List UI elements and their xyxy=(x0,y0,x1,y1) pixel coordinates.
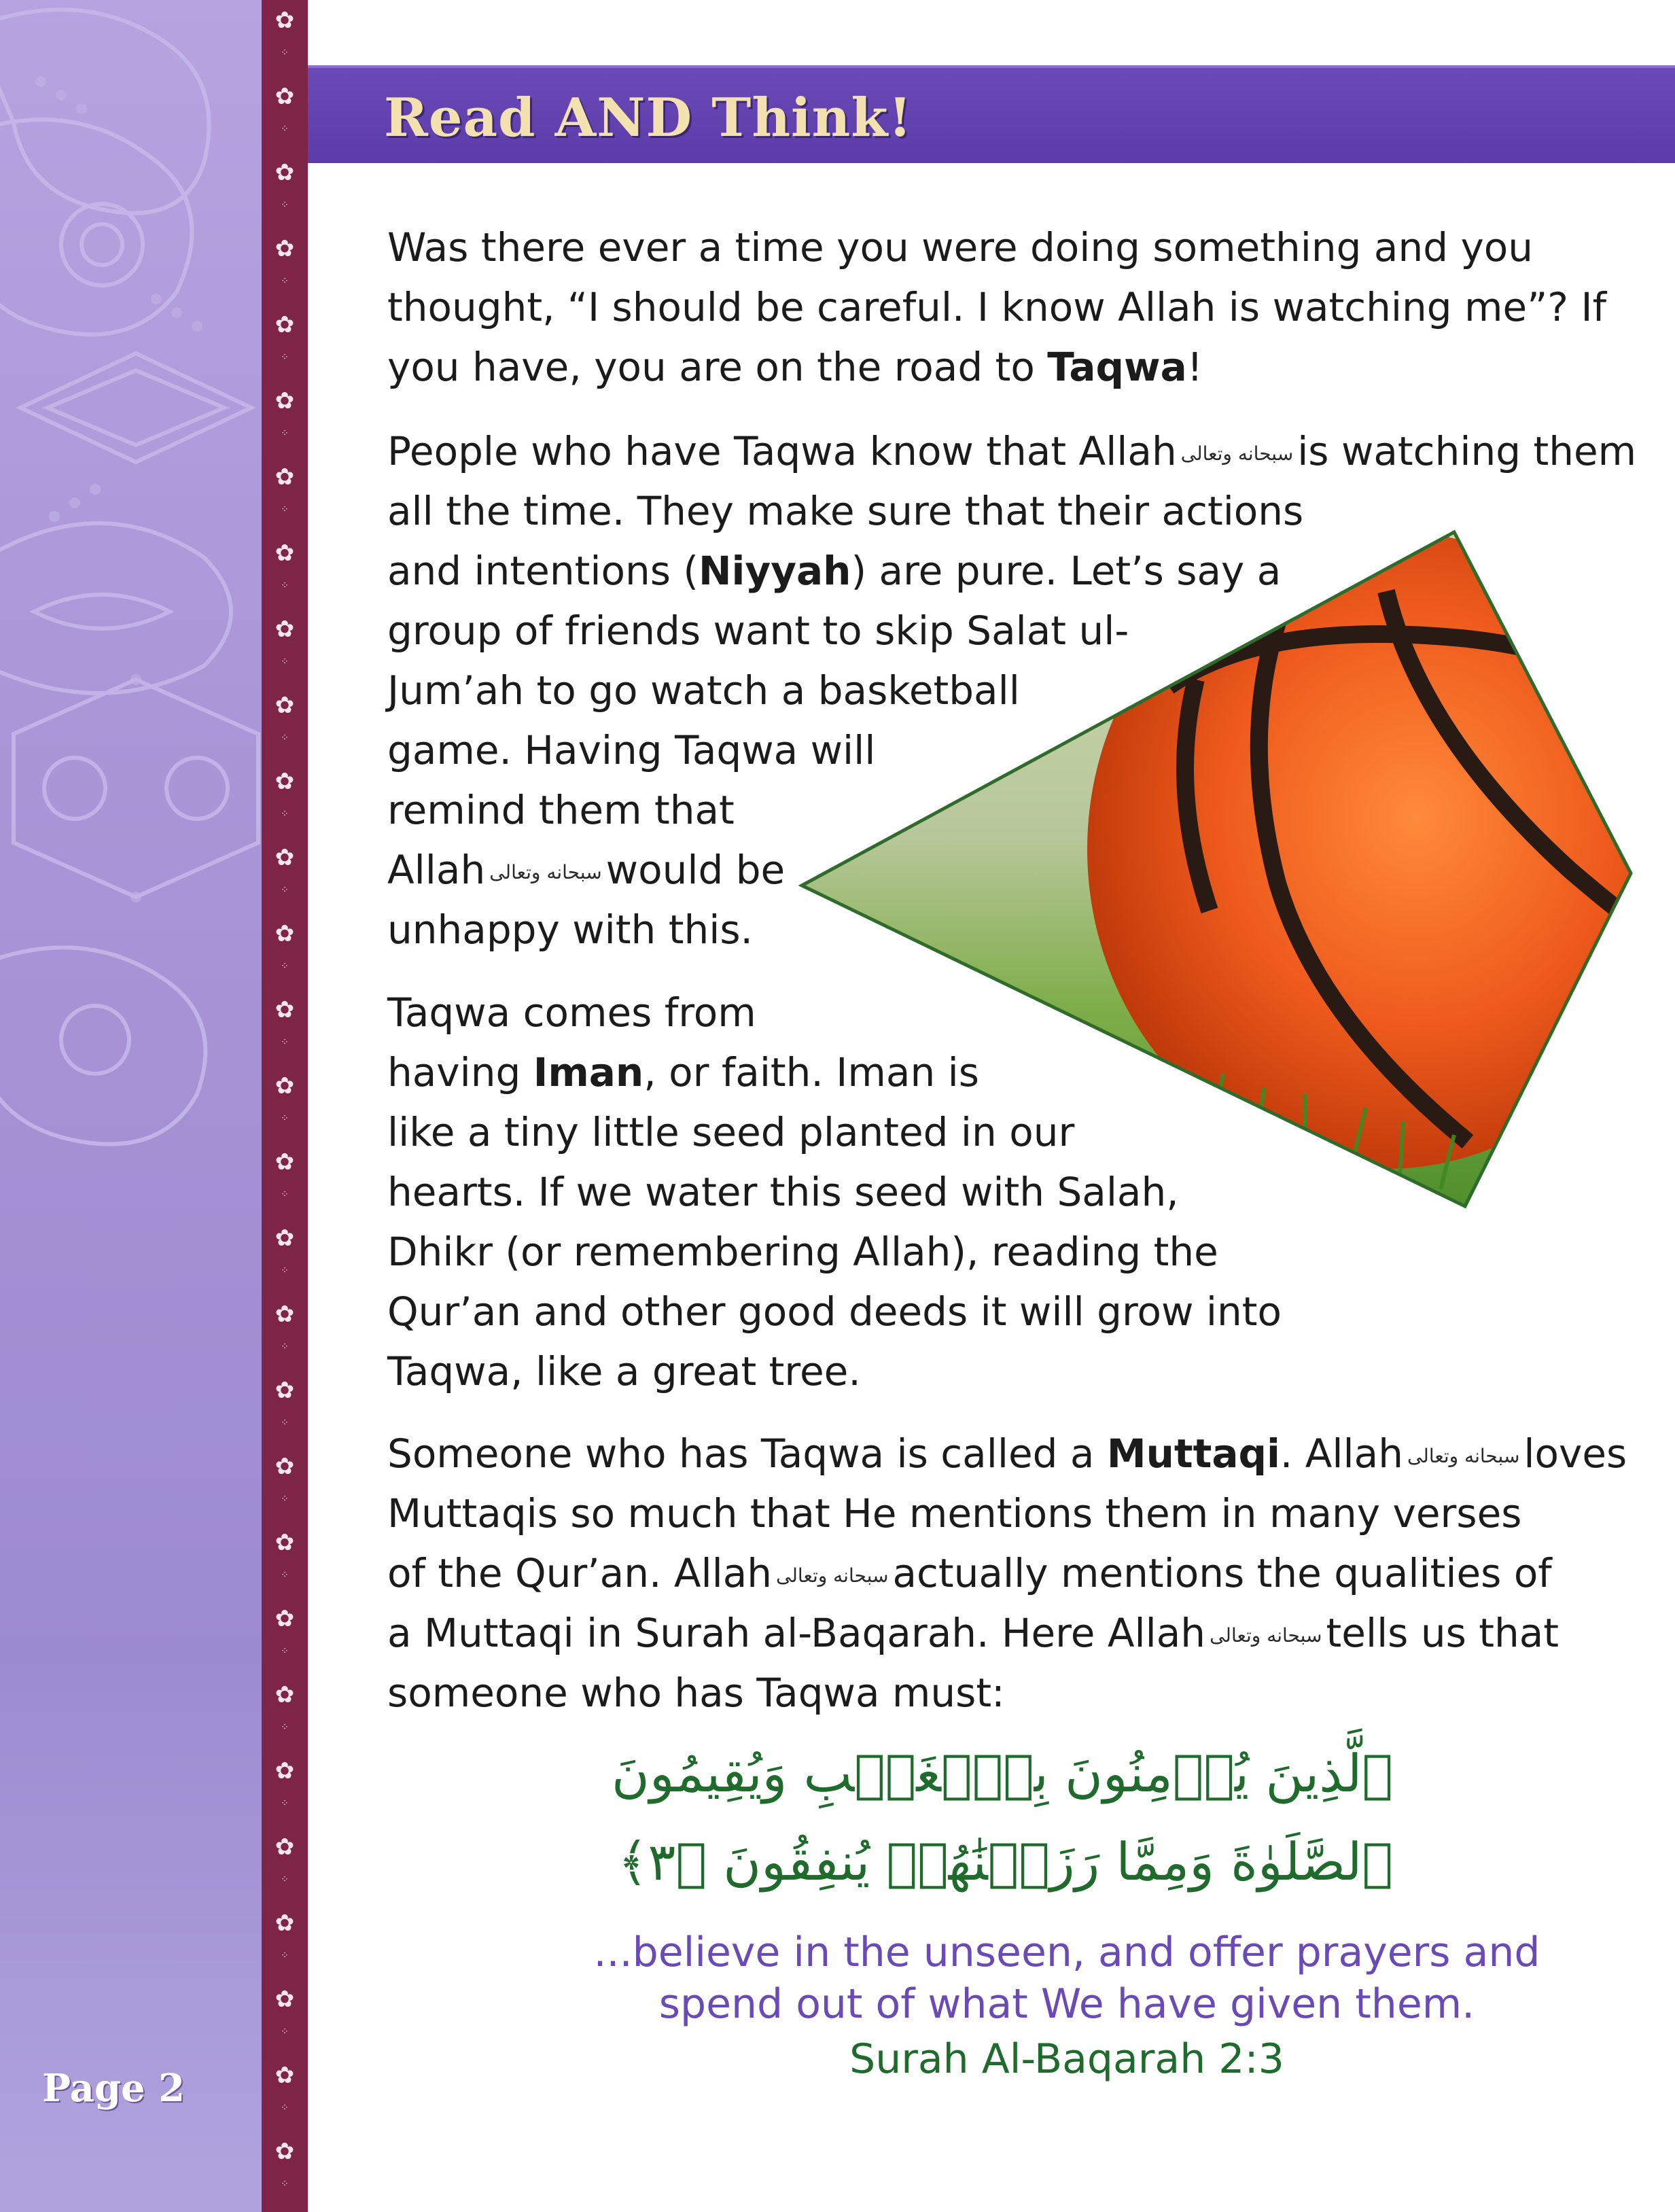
flower-icon: ✿ xyxy=(275,387,295,415)
dot-ornament-icon: ⁘ xyxy=(281,1950,289,1961)
dot-ornament-icon: ⁘ xyxy=(281,2103,289,2113)
flower-icon: ✿ xyxy=(275,1072,295,1100)
text-line: Muttaqis so much that He mentions them in many verses xyxy=(387,1490,1522,1537)
flower-icon: ✿ xyxy=(275,1453,295,1480)
dot-ornament-icon: ⁘ xyxy=(281,504,289,515)
dot-ornament-icon: ⁘ xyxy=(281,733,289,743)
text-line: game. Having Taqwa will xyxy=(387,727,876,773)
text-line: thought, “I should be careful. I know Allah is watching me”? If xyxy=(387,284,1607,330)
dot-ornament-icon: ⁘ xyxy=(281,2179,289,2190)
dot-ornament-icon: ⁘ xyxy=(281,580,289,591)
honorific-glyph: سبحانه وتعالى xyxy=(489,860,602,883)
dot-ornament-icon: ⁘ xyxy=(281,2026,289,2037)
text-line: a Muttaqi in Surah al-Baqarah. Here Allah سبحانه وتعالى tells us that xyxy=(387,1610,1559,1656)
term-iman: Iman xyxy=(533,1049,644,1095)
flower-icon: ✿ xyxy=(275,7,295,34)
text-line: Jum’ah to go watch a basketball xyxy=(387,667,1020,714)
text-line: People who have Taqwa know that Allah سبحانه وتعالى is watching them xyxy=(387,428,1637,474)
dot-ornament-icon: ⁘ xyxy=(281,48,289,58)
text-line: Allah سبحانه وتعالى would be xyxy=(387,847,786,893)
dot-ornament-icon: ⁘ xyxy=(281,1646,289,1657)
text-line: remind them that xyxy=(387,787,735,833)
flower-icon: ✿ xyxy=(275,616,295,643)
text-line: Dhikr (or remembering Allah), reading the xyxy=(387,1229,1218,1275)
dot-ornament-icon: ⁘ xyxy=(281,1570,289,1581)
translation-line: ...believe in the unseen, and offer prayers and xyxy=(593,1929,1540,1976)
text-line: group of friends want to skip Salat ul- xyxy=(387,608,1129,654)
term-niyyah: Niyyah xyxy=(699,548,851,594)
flower-icon: ✿ xyxy=(275,1986,295,2013)
flower-icon: ✿ xyxy=(275,1833,295,1861)
dot-ornament-icon: ⁘ xyxy=(281,428,289,439)
text-line: Taqwa comes from xyxy=(387,989,756,1036)
flower-icon: ✿ xyxy=(275,311,295,338)
dot-ornament-icon: ⁘ xyxy=(281,1037,289,1048)
honorific-glyph: سبحانه وتعالى xyxy=(1180,442,1294,465)
paragraph-muttaqi xyxy=(387,1424,1627,1723)
dot-ornament-icon: ⁘ xyxy=(281,1189,289,1200)
text-line: and intentions (Niyyah) are pure. Let’s say a xyxy=(387,548,1282,594)
sidebar-pattern xyxy=(0,0,262,2212)
ornamental-border xyxy=(262,0,308,2212)
decorative-sidebar xyxy=(0,0,262,2212)
verse-reference: Surah Al-Baqarah 2:3 xyxy=(849,2035,1284,2083)
flower-icon: ✿ xyxy=(275,159,295,186)
dot-ornament-icon: ⁘ xyxy=(281,200,289,211)
flower-icon: ✿ xyxy=(275,1910,295,1937)
text-line: Taqwa, like a great tree. xyxy=(387,1348,861,1394)
flower-icon: ✿ xyxy=(275,844,295,871)
flower-icon: ✿ xyxy=(275,1148,295,1176)
dot-ornament-icon: ⁘ xyxy=(281,1722,289,1733)
flower-icon: ✿ xyxy=(275,235,295,262)
flower-icon: ✿ xyxy=(275,1377,295,1404)
honorific-glyph: سبحانه وتعالى xyxy=(1407,1444,1520,1467)
flower-icon: ✿ xyxy=(275,1529,295,1556)
dot-ornament-icon: ⁘ xyxy=(281,1341,289,1352)
text-line: Was there ever a time you were doing something and you xyxy=(387,224,1534,270)
term-muttaqi: Muttaqi xyxy=(1106,1430,1280,1477)
dot-ornament-icon: ⁘ xyxy=(281,124,289,135)
flower-icon: ✿ xyxy=(275,1681,295,1708)
flower-icon: ✿ xyxy=(275,1605,295,1632)
quran-verse-arabic xyxy=(612,1730,1393,1906)
text-line: of the Qur’an. Allah سبحانه وتعالى actually mentions the qualities of xyxy=(387,1550,1552,1596)
flower-icon: ✿ xyxy=(275,83,295,110)
dot-ornament-icon: ⁘ xyxy=(281,809,289,820)
text-line: having Iman, or faith. Iman is xyxy=(387,1049,979,1095)
flower-icon: ✿ xyxy=(275,996,295,1023)
arabic-line: ٱلَّذِينَ يُؤۡمِنُونَ بِٱلۡغَيۡبِ وَيُقِيمُونَ xyxy=(612,1743,1393,1804)
paragraph-iman xyxy=(387,983,1624,1401)
text-line: hearts. If we water this seed with Salah, xyxy=(387,1169,1179,1215)
text-line: Someone who has Taqwa is called a Muttaqi. Allah سبحانه وتعالى loves xyxy=(387,1430,1627,1477)
dot-ornament-icon: ⁘ xyxy=(281,1874,289,1885)
dot-ornament-icon: ⁘ xyxy=(281,1418,289,1428)
flower-icon: ✿ xyxy=(275,1225,295,1252)
translation-line: spend out of what We have given them. xyxy=(658,1980,1475,2028)
text-line: someone who has Taqwa must: xyxy=(387,1670,1005,1716)
flower-icon: ✿ xyxy=(275,1757,295,1785)
text-line: all the time. They make sure that their actions xyxy=(387,488,1304,534)
flower-icon: ✿ xyxy=(275,2062,295,2089)
dot-ornament-icon: ⁘ xyxy=(281,1113,289,1124)
flower-icon: ✿ xyxy=(275,920,295,947)
flower-icon: ✿ xyxy=(275,692,295,719)
flower-icon: ✿ xyxy=(275,540,295,567)
text-line: unhappy with this. xyxy=(387,907,753,953)
text-line: Qur’an and other good deeds it will grow into xyxy=(387,1288,1282,1335)
text-line: like a tiny little seed planted in our xyxy=(387,1109,1075,1155)
page-number: Page 2 xyxy=(42,2066,186,2111)
header-bar xyxy=(308,65,1675,163)
dot-ornament-icon: ⁘ xyxy=(281,276,289,287)
honorific-glyph: سبحانه وتعالى xyxy=(1210,1623,1322,1647)
flower-icon: ✿ xyxy=(275,768,295,795)
honorific-glyph: سبحانه وتعالى xyxy=(776,1564,889,1587)
dot-ornament-icon: ⁘ xyxy=(281,656,289,667)
flower-icon: ✿ xyxy=(275,2138,295,2165)
arabic-line: ٱلصَّلَوٰةَ وَمِمَّا رَزَقۡنَٰهُمۡ يُنفِقُونَ ﴿٣﴾ xyxy=(618,1831,1393,1892)
dot-ornament-icon: ⁘ xyxy=(281,885,289,896)
dot-ornament-icon: ⁘ xyxy=(281,961,289,972)
paragraph-taqwa xyxy=(387,421,1637,960)
paragraph-intro xyxy=(387,217,1624,397)
dot-ornament-icon: ⁘ xyxy=(281,1798,289,1809)
term-taqwa: Taqwa xyxy=(1047,344,1187,390)
dot-ornament-icon: ⁘ xyxy=(281,352,289,363)
dot-ornament-icon: ⁘ xyxy=(281,1265,289,1276)
text-line: you have, you are on the road to Taqwa! xyxy=(387,344,1203,390)
flower-icon: ✿ xyxy=(275,463,295,491)
dot-ornament-icon: ⁘ xyxy=(281,1494,289,1505)
page-title: Read AND Think! xyxy=(384,87,913,149)
verse-translation xyxy=(530,1927,1604,2030)
flower-icon: ✿ xyxy=(275,1301,295,1328)
